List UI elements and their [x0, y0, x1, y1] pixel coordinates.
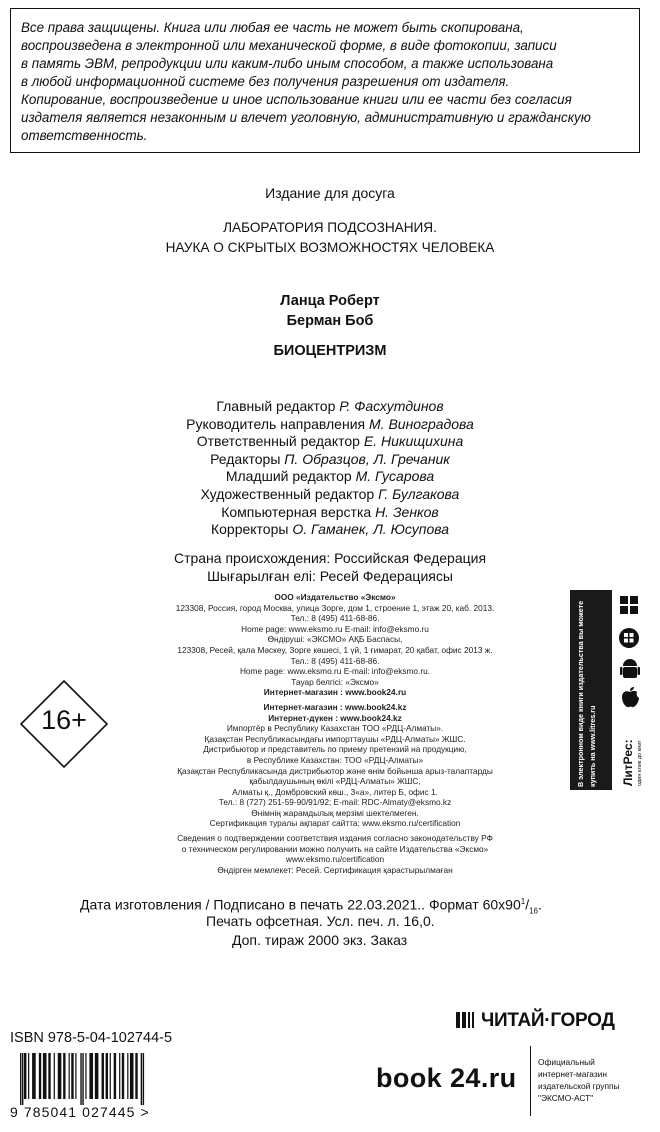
print-date-suffix: . [537, 896, 542, 913]
apple-icon [622, 687, 639, 707]
copyright-line: Копирование, воспроизведение и иное использование книги или ее части без согласия [21, 92, 572, 107]
publisher-line: Қазақстан Республикасында дистрибьютор және өнім бойынша арыз-талаптарды [177, 765, 493, 776]
book-title: БИОЦЕНТРИЗМ [273, 343, 387, 359]
credit-role: Компьютерная верстка [221, 503, 372, 520]
publisher-line: Тел.: 8 (495) 411-68-86. [290, 655, 380, 666]
book24-logo: book 24.ru [376, 1063, 517, 1093]
copyright-notice [10, 8, 640, 153]
barcode-bar [75, 1053, 76, 1099]
credits [0, 398, 660, 539]
publisher-line: Импортёр в Республику Казахстан ТОО «РДЦ-Алматы». [226, 723, 444, 734]
litres-banner [570, 590, 646, 790]
barcode-bar [122, 1053, 124, 1099]
format-den: 16 [529, 906, 538, 916]
publisher-line: 123308, Россия, город Москва, улица Зорге, дом 1, строение 1, этаж 20, каб. 2013. [175, 602, 495, 613]
barcode-bar [85, 1053, 86, 1099]
barcode-bar [63, 1053, 65, 1099]
publisher-line: Сертификация туралы ақпарат сайтта: www.eksmo.ru/certification [209, 818, 461, 829]
barcode-bar [119, 1053, 120, 1099]
age-rating: 16+ [41, 705, 87, 735]
barcode-bar [24, 1053, 26, 1099]
shop-line: Официальный [538, 1057, 595, 1067]
credit-name: М. Гусарова [355, 468, 435, 485]
series-line: ЛАБОРАТОРИЯ ПОДСОЗНАНИЯ. [223, 220, 437, 235]
barcode-bar [89, 1053, 93, 1099]
series-line: НАУКА О СКРЫТЫХ ВОЗМОЖНОСТЯХ ЧЕЛОВЕКА [165, 240, 495, 255]
credit-role: Главный редактор [216, 398, 336, 414]
chitai-gorod-logo [456, 1010, 615, 1034]
litres-text-2: купить на www.litres.ru [588, 705, 597, 787]
publisher-info [150, 592, 520, 875]
barcode-bar [43, 1053, 47, 1099]
chitai-gorod-text: ЧИТАЙ·ГОРОД [481, 1010, 615, 1031]
publisher-line: Қазақстан Республикасындағы импорттаушы «РДЦ-Алматы» ЖШС. [204, 733, 466, 744]
origin [0, 550, 660, 585]
chitai-gorod-bars-icon [456, 1012, 478, 1034]
credit-role: Художественный редактор [200, 485, 375, 502]
authors [0, 291, 660, 331]
barcode-bar [106, 1053, 108, 1099]
barcode-guard-bar [80, 1053, 81, 1105]
credit-line [0, 504, 660, 522]
barcode-bar [39, 1053, 41, 1099]
credit-name: П. Образцов, Л. Гречаник [284, 450, 450, 467]
copyright-line: ответственность. [21, 128, 148, 143]
publisher-line: Home page: www.eksmo.ru E-mail: info@eksmo.ru [241, 623, 429, 634]
barcode-bar [114, 1053, 116, 1099]
publisher-line: Интернет-дүкен : www.book24.kz [268, 712, 402, 723]
shop-description [538, 1056, 620, 1104]
barcode-bar [32, 1053, 36, 1099]
barcode-bar [28, 1053, 29, 1099]
print-run: Доп. тираж 2000 экз. Заказ [232, 932, 408, 948]
credit-name: О. Гаманек, Л. Юсупова [292, 521, 450, 538]
publisher-line: Тауар белгісі: «Эксмо» [291, 676, 379, 687]
series-title [0, 218, 660, 258]
credit-line [0, 521, 660, 539]
publisher-line: Интернет-магазин : www.book24.kz [263, 701, 407, 712]
android-icon [620, 659, 640, 678]
publisher-line: Өнімнің жарамдылық мерзімі шектелмеген. [251, 807, 419, 818]
credit-role: Младший редактор [225, 468, 352, 485]
publisher-line: Тел.: 8 (727) 251-59-90/91/92; E-mail: RDC-Almaty@eksmo.kz [218, 797, 452, 808]
print-date-text: Дата изготовления / Подписано в печать 22.03.2021.. Формат 60x90 [80, 896, 521, 913]
barcode-bar [71, 1053, 73, 1099]
windows-icon [620, 596, 638, 614]
publisher-line: Дистрибьютор и представитель по приему претензий на продукцию, [203, 744, 467, 755]
copyright-line: издателя является незаконным и влечет уголовную, административную и гражданскую [21, 110, 591, 125]
credit-line [0, 451, 660, 469]
credit-name: Н. Зенков [375, 503, 439, 520]
publisher-line: Өндіруші: «ЭКСМО» АҚБ Баспасы, [267, 634, 403, 645]
author: Берман Боб [286, 313, 374, 329]
copyright-line: в любой информационной системе без получения разрешения от издателя. [21, 74, 510, 89]
barcode-bar [130, 1053, 134, 1099]
origin-line: Страна происхождения: Российская Федерация [173, 550, 487, 566]
credit-line [0, 468, 660, 486]
format-num: 1 [520, 897, 526, 906]
divider [530, 1046, 531, 1116]
credit-name: Е. Никищихина [363, 433, 464, 450]
publisher-line: Алматы қ., Домбровский көш., 3«а», литер Б, офис 1. [232, 786, 438, 797]
credit-line [0, 398, 660, 416]
copyright-line: Все права защищены. Книга или любая ее часть не может быть скопирована, [21, 20, 524, 35]
origin-line: Шығарылған елі: Ресей Федерациясы [207, 567, 453, 584]
litres-logo: ЛитРес: [621, 739, 635, 786]
barcode-guard-bar [20, 1053, 21, 1105]
credit-name: Г. Булгакова [378, 485, 460, 502]
shop-line: издательской группы [538, 1081, 620, 1091]
shop-line: интернет-магазин [538, 1069, 607, 1079]
barcode-guard-bar [143, 1053, 144, 1105]
credit-role: Руководитель направления [186, 415, 366, 432]
publisher-line: Сведения о подтверждении соответствия издания согласно законодательству РФ [177, 833, 493, 844]
isbn: ISBN 978-5-04-102744-5 [10, 1030, 173, 1046]
author: Ланца Роберт [280, 293, 380, 309]
credit-line [0, 486, 660, 504]
barcode-bar [58, 1053, 62, 1099]
publisher-line: www.eksmo.ru/certification [285, 854, 385, 865]
barcode-bar [135, 1053, 137, 1099]
copyright-line: воспроизведена в электронной или механической форме, в виде фотокопии, записи [21, 38, 557, 53]
barcode-bar [127, 1053, 128, 1099]
copyright-line: в память ЭВМ, репродукции или каким-либо иным способом, а также использована [21, 56, 554, 71]
publisher-line: в Республике Казахстан: ТОО «РДЦ-Алматы» [246, 754, 424, 765]
windows-phone-icon [619, 628, 639, 648]
publisher-line: ООО «Издательство «Эксмо» [274, 592, 396, 602]
barcode-bar [102, 1053, 104, 1099]
publisher-line: Тел.: 8 (495) 411-68-86. [290, 613, 380, 624]
print-date-line: Дата изготовления / Подписано в печать 22.03.2021.. Формат $60x90^1/_{16}$. [80, 896, 542, 916]
credit-line [0, 433, 660, 451]
barcode-guard-bar [22, 1053, 23, 1105]
barcode-guard-bar [82, 1053, 83, 1105]
credit-line [0, 416, 660, 434]
barcode-bar [54, 1053, 55, 1099]
publisher-line: қабылдаушының өкілі «РДЦ-Алматы» ЖШС, [249, 776, 421, 787]
credit-role: Корректоры [210, 521, 289, 538]
publisher-line: Интернет-магазин : www.book24.ru [263, 687, 407, 698]
print-method: Печать офсетная. Усл. печ. л. 16,0. [206, 913, 435, 929]
barcode-bar [69, 1053, 70, 1099]
credit-role: Редакторы [210, 450, 285, 467]
barcode-bar [95, 1053, 99, 1099]
credit-name: М. Виноградова [369, 415, 474, 432]
barcode-guard-bar [141, 1053, 142, 1105]
barcode-bar [110, 1053, 111, 1099]
publisher-line: Home page: www.eksmo.ru E-mail: info@eksmo.ru. [239, 666, 431, 677]
credit-role: Ответственный редактор [196, 433, 360, 450]
edition-type: Издание для досуга [265, 185, 395, 201]
barcode-number: 9 785041 027445 > [10, 1104, 150, 1120]
barcode-bar [48, 1053, 50, 1099]
publisher-line: Өндірген мемлекет: Ресей. Сертификация қарастырылмаған [217, 864, 453, 875]
litres-text-1: В электронном виде книги издательства вы можете [576, 600, 585, 787]
publisher-line: о техническом регулировании можно получить на сайте Издательства «Эксмо» [181, 843, 489, 854]
litres-slogan: один клик до книг [637, 740, 643, 786]
barcode [14, 1053, 206, 1105]
shop-line: "ЭКСМО-АСТ" [538, 1093, 594, 1103]
publisher-line: 123308, Ресей, қала Мәскеу, Зорге көшесі, 1 үй, 1 ғимарат, 20 қабат, офис 2013 ж. [177, 644, 493, 655]
credit-name: Р. Фасхутдинов [339, 398, 444, 414]
